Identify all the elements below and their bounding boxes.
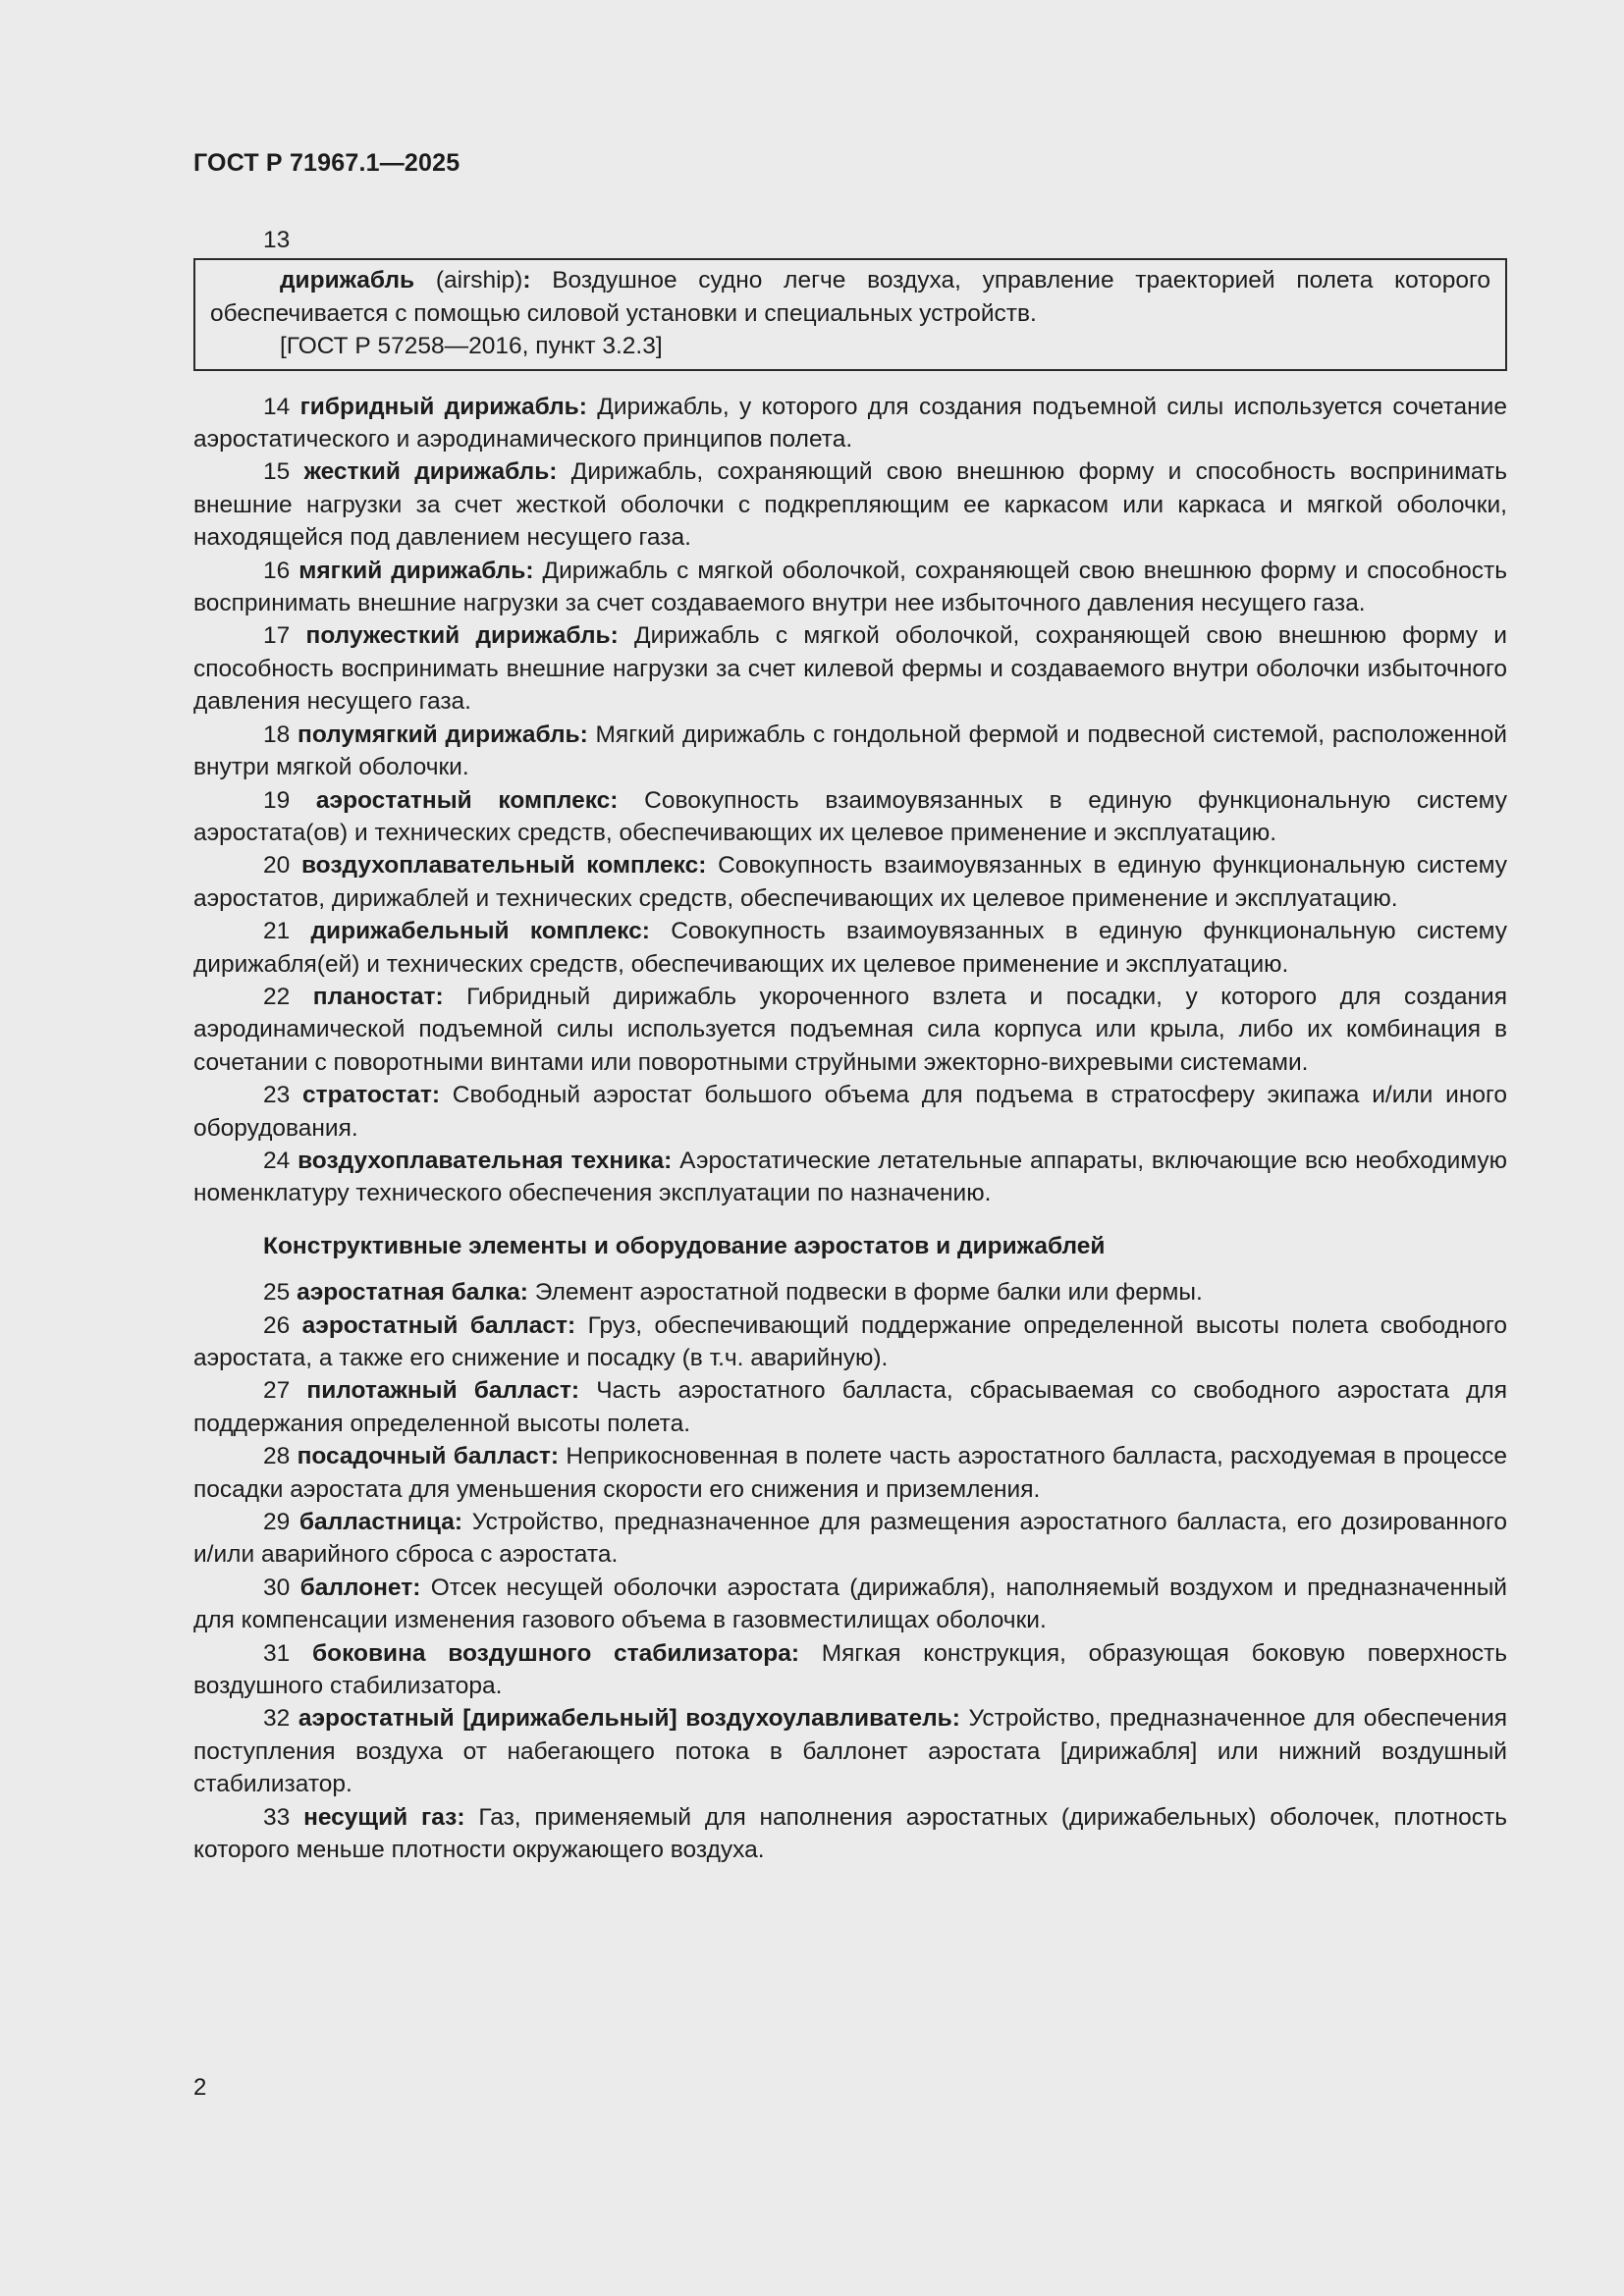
term-name: баллонет: bbox=[299, 1574, 421, 1601]
term-number: 16 bbox=[263, 557, 299, 584]
term-entry bbox=[193, 1801, 1507, 1867]
term-name: воздухоплавательный комплекс: bbox=[300, 852, 707, 880]
entry-13-definition: Воздушное судно легче воздуха, управление траекторией полета которого обеспечивается с помощью силовой установки и специальных устройств. bbox=[210, 267, 1491, 327]
term-entry bbox=[193, 1637, 1507, 1703]
term-number: 18 bbox=[263, 721, 298, 748]
term-entry bbox=[193, 1440, 1507, 1506]
entry-13-number: 13 bbox=[263, 227, 291, 253]
section-title: Конструктивные элементы и оборудование аэростатов и дирижаблей bbox=[263, 1232, 1106, 1259]
term-entry bbox=[193, 915, 1507, 981]
term-definition: Мягкая конструкция, образующая боковую поверхность воздушного стабилизатора. bbox=[193, 1639, 1507, 1700]
term-name: полумягкий дирижабль: bbox=[298, 721, 588, 748]
term-entry bbox=[193, 719, 1507, 784]
term-definition: Дирижабль с мягкой оболочкой, сохраняющей свою внешнюю форму и способность воспринимать внешние нагрузки за счет создаваемого внутри нее избыточного давления несущего газа. bbox=[193, 557, 1507, 617]
term-name: аэростатная балка: bbox=[297, 1279, 528, 1307]
term-definition: Гибридный дирижабль укороченного взлета и посадки, у которого для создания аэродинамической подъемной силы используется подъемная сила корпуса или крыла, либо их комбинация в сочетании с поворотными винтами или поворотными струйными эжекторно-вихревыми системами. bbox=[193, 983, 1507, 1076]
term-name: планостат: bbox=[312, 983, 444, 1010]
term-name: жесткий дирижабль: bbox=[303, 458, 558, 486]
term-number: 31 bbox=[263, 1639, 312, 1667]
term-definition: Часть аэростатного балласта, сбрасываемая со свободного аэростата для поддержания определенной высоты полета. bbox=[193, 1377, 1507, 1437]
term-name: гибридный дирижабль: bbox=[299, 393, 587, 420]
entry-13-english: (airship) bbox=[414, 267, 523, 294]
entry-13 bbox=[210, 264, 1490, 330]
term-entry bbox=[193, 1374, 1507, 1440]
term-name: несущий газ: bbox=[303, 1803, 465, 1831]
term-name: дирижабельный комплекс: bbox=[310, 918, 650, 945]
term-definition: Груз, обеспечивающий поддержание определенной высоты полета свободного аэростата, а также его снижение и посадку (в т.ч. аварийную). bbox=[193, 1311, 1507, 1371]
term-definition: Совокупность взаимоувязанных в единую функциональную систему аэростатов, дирижаблей и технических средств, обеспечивающих их целевое применение и эксплуатацию. bbox=[193, 852, 1508, 912]
term-number: 33 bbox=[263, 1803, 304, 1831]
boxed-definition bbox=[193, 258, 1507, 370]
term-entry bbox=[193, 849, 1507, 915]
term-number: 32 bbox=[263, 1705, 298, 1733]
terms-list-structural bbox=[193, 1276, 1507, 1866]
term-number: 25 bbox=[263, 1279, 298, 1307]
term-definition: Отсек несущей оболочки аэростата (дирижабля), наполняемый воздухом и предназначенный для компенсации изменения газового объема в газовместилищах оболочки. bbox=[193, 1574, 1507, 1634]
page-number: 2 bbox=[193, 2074, 207, 2101]
document-body bbox=[193, 224, 1507, 1867]
term-name: аэростатный [дирижабельный] воздухоулавливатель: bbox=[298, 1705, 960, 1733]
terms-list-general bbox=[193, 391, 1507, 1210]
term-definition: Мягкий дирижабль с гондольной фермой и подвесной системой, расположенной внутри мягкой оболочки. bbox=[193, 721, 1507, 781]
term-number: 23 bbox=[263, 1082, 303, 1109]
term-definition: Аэростатические летательные аппараты, включающие всю необходимую номенклатуру технического обеспечения эксплуатации по назначению. bbox=[193, 1147, 1508, 1207]
term-definition: Дирижабль, у которого для создания подъемной силы используется сочетание аэростатического и аэродинамического принципов полета. bbox=[193, 393, 1507, 454]
entry-13-colon: : bbox=[522, 267, 553, 294]
entry-13-reference: [ГОСТ Р 57258—2016, пункт 3.2.3] bbox=[280, 333, 663, 360]
term-entry bbox=[193, 1572, 1507, 1637]
term-entry bbox=[193, 455, 1507, 554]
term-number: 28 bbox=[263, 1443, 298, 1470]
term-number: 17 bbox=[263, 622, 306, 650]
term-name: аэростатный балласт: bbox=[301, 1311, 576, 1339]
term-number: 27 bbox=[263, 1377, 307, 1405]
term-name: аэростатный комплекс: bbox=[315, 786, 619, 814]
term-definition: Совокупность взаимоувязанных в единую функциональную систему дирижабля(ей) и технических средств, обеспечивающих их целевое применение и эксплуатацию. bbox=[193, 918, 1507, 978]
term-number: 14 bbox=[263, 393, 300, 420]
term-name: стратостат: bbox=[302, 1082, 440, 1109]
term-name: посадочный балласт: bbox=[297, 1443, 560, 1470]
term-definition: Дирижабль, сохраняющий свою внешнюю форму и способность воспринимать внешние нагрузки за счет жесткой оболочки с подкрепляющим ее каркасом или каркаса и мягкой оболочки, находящейся под давлением несущего газа. bbox=[193, 458, 1507, 552]
term-number: 20 bbox=[263, 852, 301, 880]
term-definition: Совокупность взаимоувязанных в единую функциональную систему аэростата(ов) и технических средств, обеспечивающих их целевое применение и эксплуатацию. bbox=[193, 786, 1508, 846]
term-name: боковина воздушного стабилизатора: bbox=[311, 1639, 799, 1667]
term-definition: Дирижабль с мягкой оболочкой, сохраняющей свою внешнюю форму и способность воспринимать внешние нагрузки за счет килевой фермы и создаваемого внутри оболочки избыточного давления несущего газа. bbox=[193, 622, 1507, 716]
term-definition: Газ, применяемый для наполнения аэростатных (дирижабельных) оболочек, плотность которого меньше плотности окружающего воздуха. bbox=[193, 1803, 1508, 1864]
term-number: 22 bbox=[263, 983, 313, 1010]
term-entry bbox=[193, 1276, 1507, 1308]
term-entry bbox=[193, 981, 1507, 1079]
term-entry bbox=[193, 391, 1507, 456]
term-definition: Устройство, предназначенное для размещения аэростатного балласта, его дозированного и/или аварийного сброса с аэростата. bbox=[193, 1509, 1507, 1569]
term-number: 19 bbox=[263, 786, 316, 814]
term-definition: Неприкосновенная в полете часть аэростатного балласта, расходуемая в процессе посадки аэростата для уменьшения скорости его снижения и приземления. bbox=[193, 1443, 1507, 1503]
term-number: 15 bbox=[263, 458, 304, 486]
term-entry bbox=[193, 1702, 1507, 1800]
term-number: 29 bbox=[263, 1509, 299, 1536]
term-number: 30 bbox=[263, 1574, 300, 1601]
term-definition: Устройство, предназначенное для обеспечения поступления воздуха от набегающего потока в баллонет аэростата [дирижабля] или нижний воздушный стабилизатор. bbox=[193, 1705, 1508, 1798]
term-name: воздухоплавательная техника: bbox=[298, 1147, 673, 1174]
term-name: мягкий дирижабль: bbox=[298, 557, 534, 584]
term-number: 21 bbox=[263, 918, 311, 945]
term-entry bbox=[193, 1079, 1507, 1145]
document-header: ГОСТ Р 71967.1—2025 bbox=[193, 149, 460, 177]
entry-13-term: дирижабль bbox=[280, 267, 415, 294]
term-entry bbox=[193, 1309, 1507, 1375]
term-entry bbox=[193, 619, 1507, 718]
term-definition: Элемент аэростатной подвески в форме балки или фермы. bbox=[527, 1279, 1203, 1307]
term-definition: Свободный аэростат большого объема для подъема в стратосферу экипажа и/или иного оборудования. bbox=[193, 1082, 1507, 1142]
term-number: 24 bbox=[263, 1147, 298, 1174]
term-name: балластница: bbox=[298, 1509, 463, 1536]
term-name: пилотажный балласт: bbox=[306, 1377, 580, 1405]
term-name: полужесткий дирижабль: bbox=[305, 622, 619, 650]
term-entry bbox=[193, 1506, 1507, 1572]
term-entry bbox=[193, 784, 1507, 850]
term-entry bbox=[193, 555, 1507, 620]
term-entry bbox=[193, 1145, 1507, 1210]
term-number: 26 bbox=[263, 1311, 302, 1339]
